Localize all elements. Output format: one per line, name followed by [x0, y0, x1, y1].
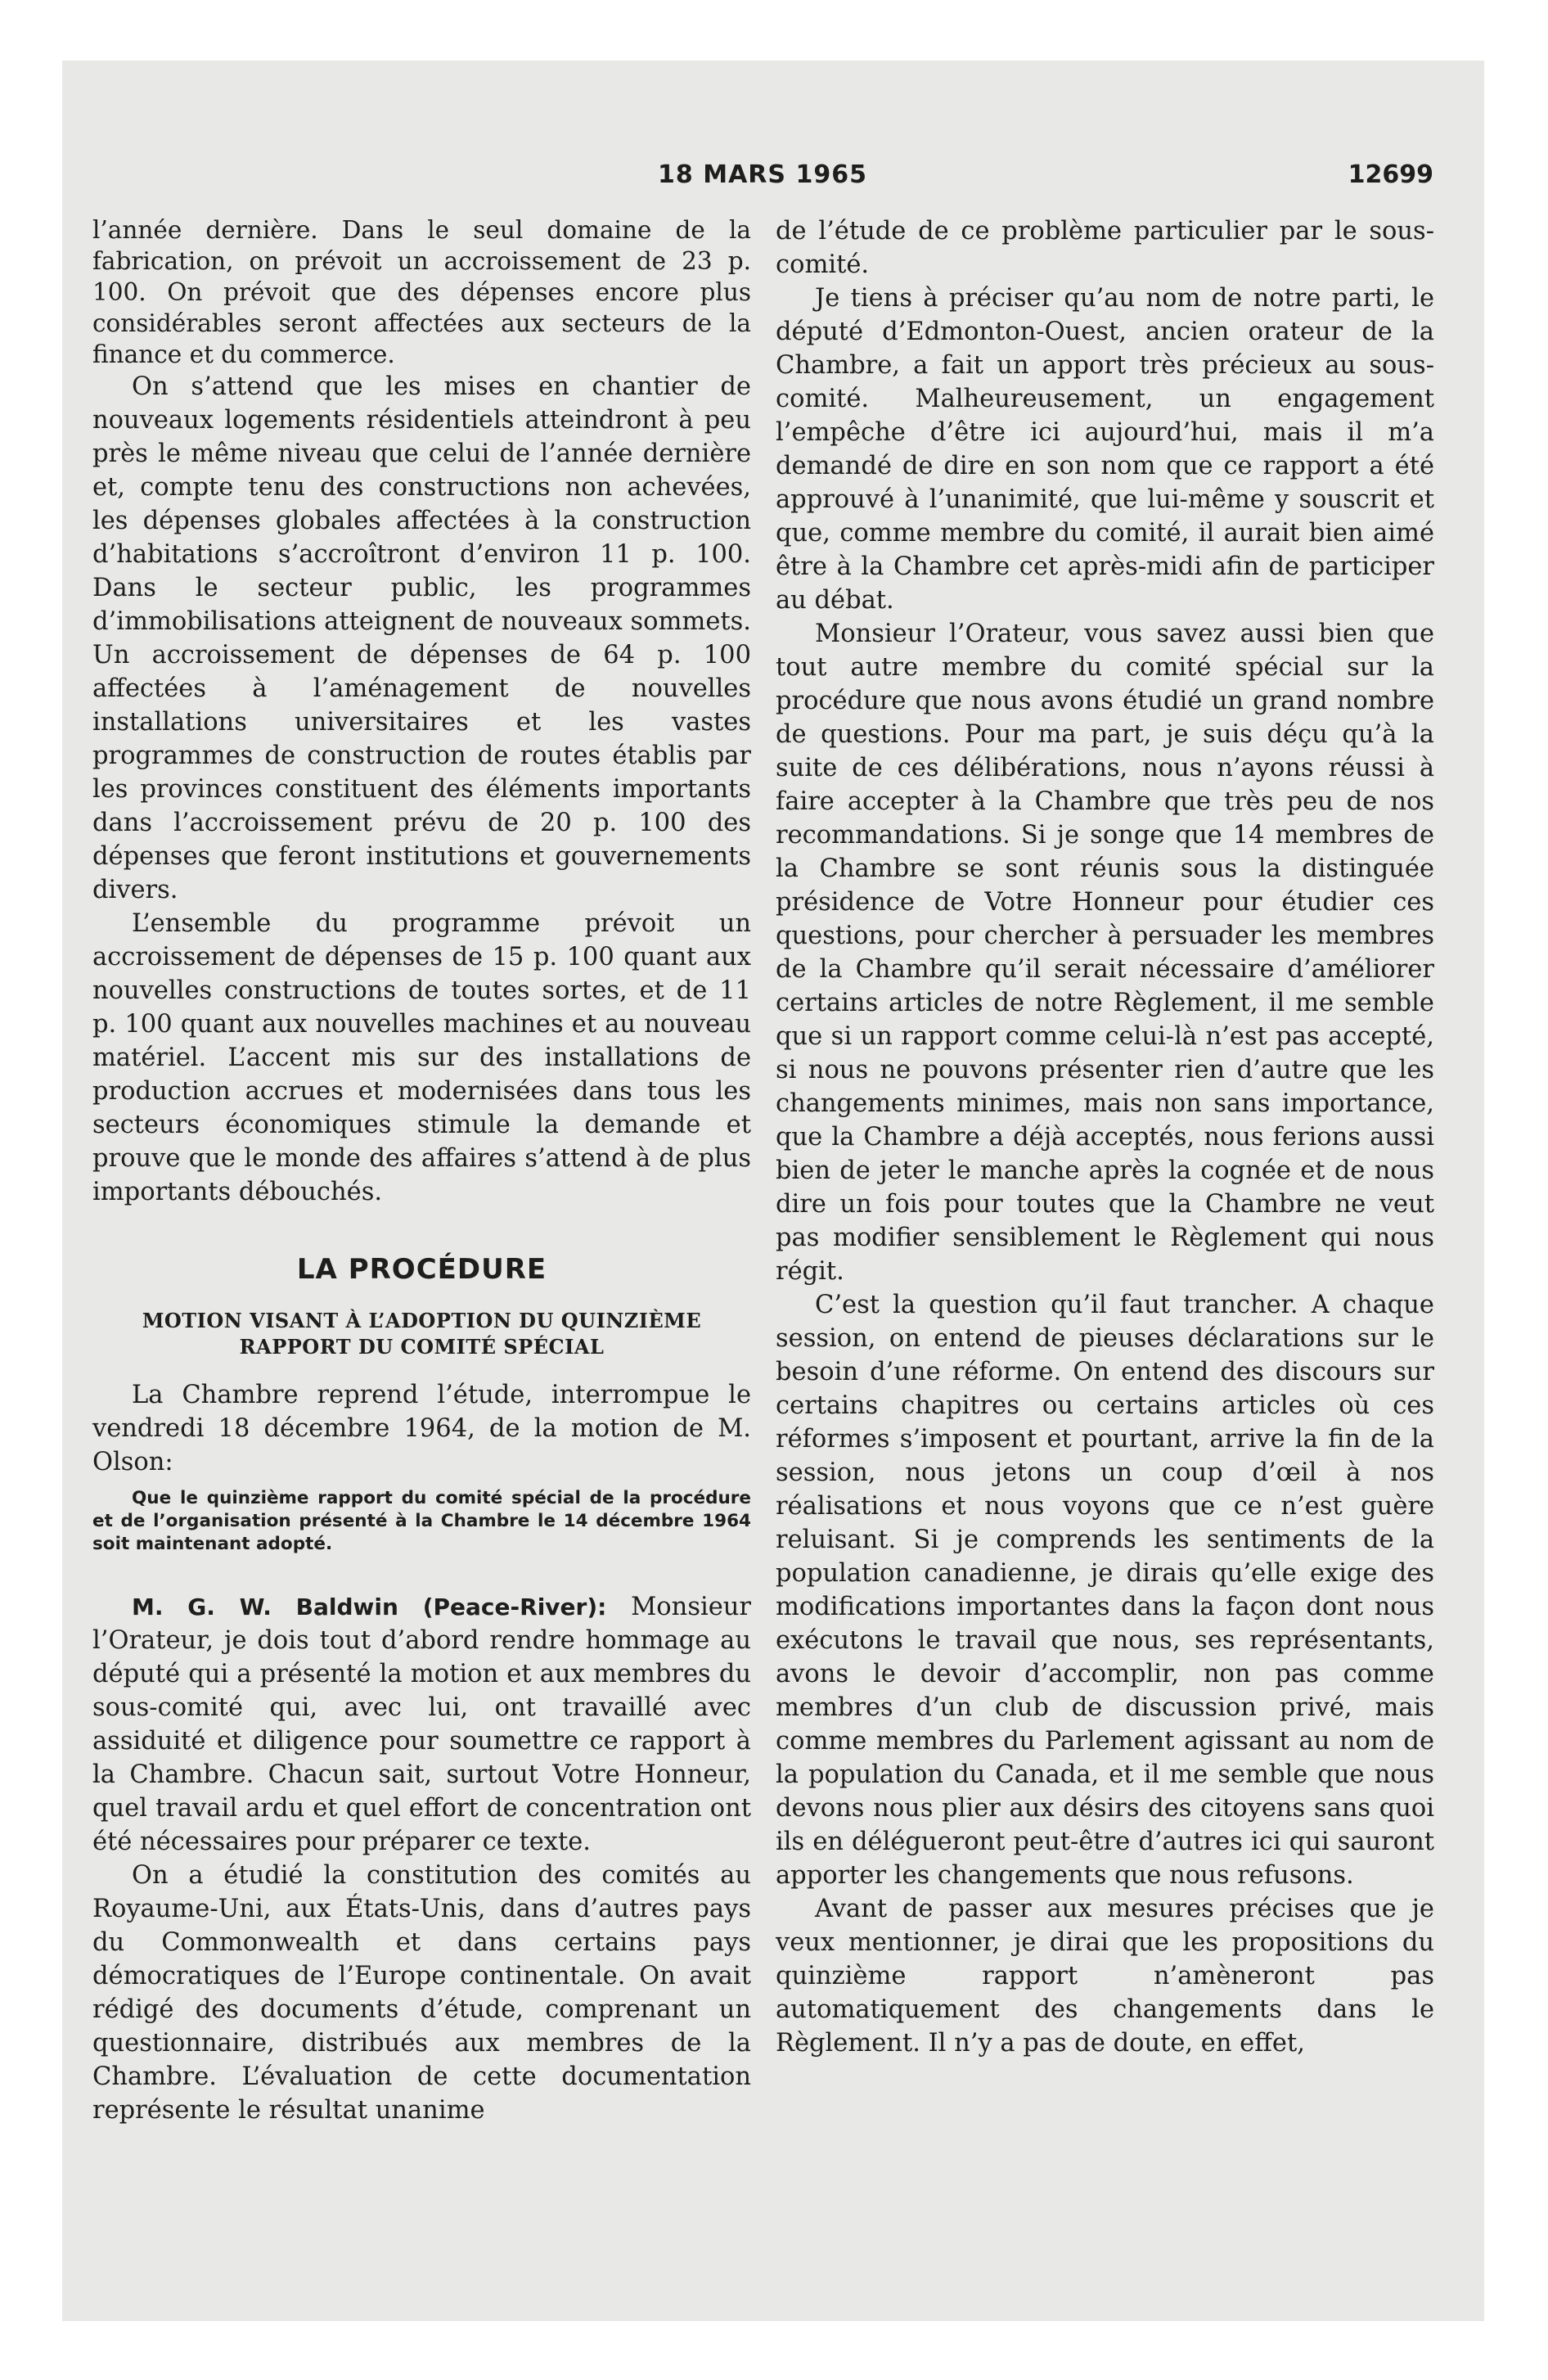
header-date: 18 MARS 1965 [658, 160, 867, 189]
speech-paragraph [92, 1590, 751, 1859]
page-header [92, 160, 1433, 193]
page-number: 12699 [1348, 160, 1433, 189]
right-column [776, 214, 1434, 2060]
paragraph: On s’attend que les mises en chantier de nouveaux logements résidentiels atteindront à peu près le même niveau que celui de l’année dernière et, compte tenu des constructions non achevées, les dépenses globales affectées à la construction d’habitations s’accroîtront d’environ 11 p. 100. Dans le secteur public, les programmes d’immobilisations atteignent de nouveaux sommets. Un accroissement de dépenses de 64 p. 100 affectées à l’aménagement de nouvelles installations universitaires et les vastes programmes de construction de routes établis par les provinces constituent des éléments importants dans l’accroissement prévu de 20 p. 100 des dépenses que feront institutions et gouvernements divers. [92, 372, 751, 904]
speech-text: Monsieur l’Orateur, je dois tout d’abord rendre hommage au député qui a présenté la motion et aux membres du sous-comité qui, avec lui, ont travaillé avec assiduité et diligence pour soumettre ce rapport à la Chambre. Chacun sait, surtout Votre Honneur, quel travail ardu et quel effort de concentration ont été nécessaires pour préparer ce texte. [92, 1593, 751, 1856]
paragraph: On a étudié la constitution des comités au Royaume-Uni, aux États-Unis, dans d’autres pays du Commonwealth et dans certains pays démocratiques de l’Europe continentale. On avait rédigé des documents d’étude, comprenant un questionnaire, distribués aux membres de la Chambre. L’évaluation de cette documentation représente le résultat unanime [92, 1861, 751, 2125]
paragraph: Monsieur l’Orateur, vous savez aussi bien que tout autre membre du comité spécial sur la procédure que nous avons étudié un grand nombre de questions. Pour ma part, je suis déçu qu’à la suite de ces délibérations, nous n’ayons réussi à faire accepter à la Chambre que très peu de nos recommandations. Si je songe que 14 membres de la Chambre se sont réunis sous la distinguée présidence de Votre Honneur pour étudier ces questions, pour chercher à persuader les membres de la Chambre qu’il serait nécessaire d’améliorer certains articles de notre Règlement, il me semble que si un rapport comme celui-là n’est pas accepté, si nous ne pouvons présenter rien d’autre que les changements minimes, mais non sans importance, que la Chambre a déjà acceptés, nous ferions aussi bien de jeter le manche après la cognée et de nous dire un fois pour toutes que la Chambre ne veut pas modifier sensiblement le Règlement qui nous régit. [776, 620, 1434, 1286]
motion-quote: Que le quinzième rapport du comité spécial de la procédure et de l’organisation présenté à la Chambre le 14 décembre 1964 soit maintenant adopté. [92, 1488, 751, 1554]
left-column [92, 214, 751, 2127]
paragraph: l’année dernière. Dans le seul domaine de la fabrication, on prévoit un accroissement de 23 p. 100. On prévoit que des dépenses encore plus considérables seront affectées aux secteurs de la finance et du commerce. [92, 216, 751, 368]
speaker-name: M. G. W. Baldwin (Peace-River): [132, 1593, 607, 1620]
paragraph: Avant de passer aux mesures précises que je veux mentionner, je dirai que les propositions du quinzième rapport n’amèneront pas automatiquement des changements dans le Règlement. Il n’y a pas de doute, en effet, [776, 1895, 1434, 2058]
paragraph: La Chambre reprend l’étude, interrompue le vendredi 18 décembre 1964, de la motion de M. Olson: [92, 1381, 751, 1476]
paragraph: Je tiens à préciser qu’au nom de notre parti, le député d’Edmonton-Ouest, ancien orateur de la Chambre, a fait un apport très précieux au sous-comité. Malheureusement, un engagement l’empêche d’être ici aujourd’hui, mais il m’a demandé de dire en son nom que ce rapport a été approuvé à l’unanimité, que lui-même y souscrit et que, comme membre du comité, il aurait bien aimé être à la Chambre cet après-midi afin de participer au débat. [776, 284, 1434, 615]
section-subheading: MOTION VISANT À L’ADOPTION DU QUINZIÈME RAPPORT DU COMITÉ SPÉCIAL [142, 1309, 702, 1359]
paragraph: C’est la question qu’il faut trancher. A chaque session, on entend de pieuses déclarations sur le besoin d’une réforme. On entend des discours sur certains chapitres ou certains articles où ces réformes s’imposent et pourtant, arrive la fin de la session, nous jetons un coup d’œil à nos réalisations et nous voyons que ce n’est guère reluisant. Si je comprends les sentiments de la population canadienne, je dirais qu’elle exige des modifications importantes dans la façon dont nous exécutons le travail que nous, ses représentants, avons le devoir d’accomplir, non pas comme membres d’un club de discussion privé, mais comme membres du Parlement agissant au nom de la population du Canada, et il me semble que nous devons nous plier aux désirs des citoyens sans quoi ils en délégueront peut-être d’autres ici qui sauront apporter les changements que nous refusons. [776, 1291, 1434, 1890]
section-heading: LA PROCÉDURE [296, 1253, 547, 1286]
paragraph: de l’étude de ce problème particulier par le sous-comité. [776, 217, 1434, 279]
paragraph: L’ensemble du programme prévoit un accroissement de dépenses de 15 p. 100 quant aux nouvelles constructions de toutes sortes, et de 11 p. 100 quant aux nouvelles machines et au nouveau matériel. L’accent mis sur des installations de production accrues et modernisées dans tous les secteurs économiques stimule la demande et prouve que le monde des affaires s’attend à de plus importants débouchés. [92, 909, 751, 1206]
